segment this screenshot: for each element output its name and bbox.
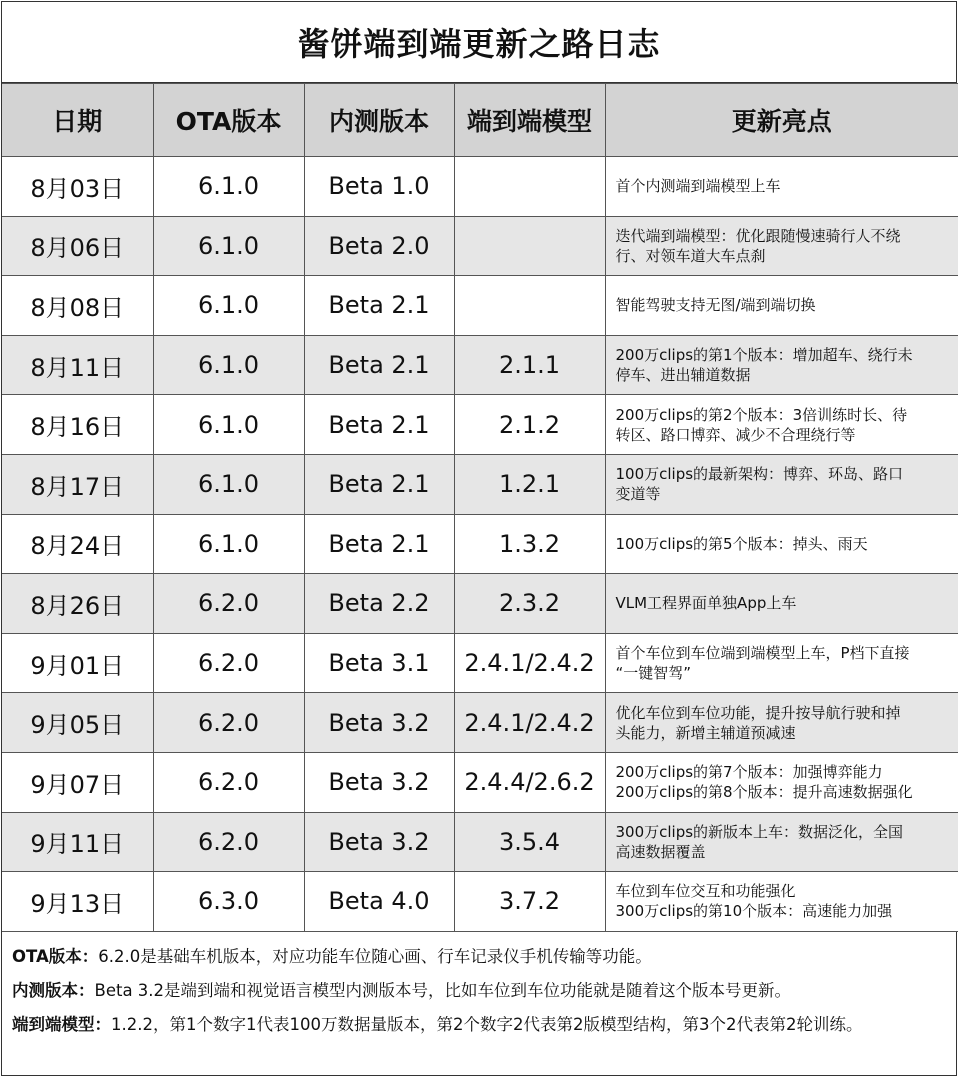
header-highlights: 更新亮点 xyxy=(605,84,958,157)
cell-ota: 6.1.0 xyxy=(153,335,304,395)
highlight-line: 200万clips的第2个版本：3倍训练时长、待 xyxy=(615,405,908,424)
cell-model: 2.4.4/2.6.2 xyxy=(454,752,605,812)
cell-beta: Beta 4.0 xyxy=(304,872,454,932)
cell-ota: 6.1.0 xyxy=(153,395,304,455)
cell-highlights xyxy=(605,752,958,812)
cell-beta: Beta 2.1 xyxy=(304,276,454,336)
highlight-line: 300万clips的第10个版本：高速能力加强 xyxy=(615,902,893,921)
update-log-document xyxy=(1,1,957,1076)
cell-highlights xyxy=(605,395,958,455)
highlight-line: 变道等 xyxy=(615,485,661,504)
highlight-line: 头能力，新增主辅道预减速 xyxy=(615,723,796,742)
note-item xyxy=(12,1008,946,1042)
cell-beta: Beta 3.2 xyxy=(304,752,454,812)
cell-date: 9月11日 xyxy=(2,812,153,872)
header-ota: OTA版本 xyxy=(153,84,304,157)
highlight-line: 停车、进出辅道数据 xyxy=(615,366,751,385)
cell-model xyxy=(454,216,605,276)
cell-model: 2.3.2 xyxy=(454,574,605,634)
note-label: OTA版本： xyxy=(12,946,99,966)
table-row xyxy=(2,395,958,455)
cell-ota: 6.2.0 xyxy=(153,752,304,812)
cell-model: 1.2.1 xyxy=(454,454,605,514)
cell-highlights xyxy=(605,574,958,634)
cell-highlights xyxy=(605,157,958,217)
cell-highlights xyxy=(605,872,958,932)
note-label: 内测版本： xyxy=(12,980,95,1000)
highlight-line: 行、对领车道大车点刹 xyxy=(615,246,766,265)
highlight-line: 首个内测端到端模型上车 xyxy=(615,177,781,196)
cell-beta: Beta 2.1 xyxy=(304,395,454,455)
table-row xyxy=(2,514,958,574)
page-title: 酱饼端到端更新之路日志 xyxy=(2,2,956,83)
cell-ota: 6.1.0 xyxy=(153,514,304,574)
cell-model: 3.7.2 xyxy=(454,872,605,932)
note-text: 6.2.0是基础车机版本，对应功能车位随心画、行车记录仪手机传输等功能。 xyxy=(98,946,652,966)
cell-model: 2.4.1/2.4.2 xyxy=(454,633,605,693)
cell-beta: Beta 1.0 xyxy=(304,157,454,217)
highlight-line: 车位到车位交互和功能强化 xyxy=(615,882,796,901)
cell-date: 9月01日 xyxy=(2,633,153,693)
highlight-line: 100万clips的最新架构：博弈、环岛、路口 xyxy=(615,465,904,484)
table-row xyxy=(2,454,958,514)
table-header-row xyxy=(2,84,958,157)
note-label: 端到端模型： xyxy=(12,1014,111,1034)
note-text: Beta 3.2是端到端和视觉语言模型内测版本号，比如车位到车位功能就是随着这个版本号更新。 xyxy=(94,980,792,1000)
cell-ota: 6.2.0 xyxy=(153,812,304,872)
note-item xyxy=(12,940,946,974)
cell-highlights xyxy=(605,812,958,872)
table-row xyxy=(2,872,958,932)
cell-ota: 6.2.0 xyxy=(153,693,304,753)
cell-date: 8月24日 xyxy=(2,514,153,574)
cell-beta: Beta 2.1 xyxy=(304,454,454,514)
header-model: 端到端模型 xyxy=(454,84,605,157)
header-beta: 内测版本 xyxy=(304,84,454,157)
cell-date: 8月17日 xyxy=(2,454,153,514)
table-row xyxy=(2,693,958,753)
cell-model: 1.3.2 xyxy=(454,514,605,574)
cell-highlights xyxy=(605,335,958,395)
cell-date: 9月13日 xyxy=(2,872,153,932)
update-log-table xyxy=(2,83,958,932)
highlight-line: 迭代端到端模型：优化跟随慢速骑行人不绕 xyxy=(615,226,901,245)
note-item xyxy=(12,974,946,1008)
table-row xyxy=(2,276,958,336)
highlight-line: 200万clips的第1个版本：增加超车、绕行未 xyxy=(615,346,913,365)
cell-ota: 6.1.0 xyxy=(153,276,304,336)
cell-ota: 6.1.0 xyxy=(153,157,304,217)
highlight-line: 首个车位到车位端到端模型上车，P档下直接 xyxy=(615,644,910,663)
cell-beta: Beta 3.2 xyxy=(304,693,454,753)
cell-date: 9月05日 xyxy=(2,693,153,753)
cell-model: 2.1.2 xyxy=(454,395,605,455)
cell-beta: Beta 3.1 xyxy=(304,633,454,693)
highlight-line: 200万clips的第8个版本：提升高速数据强化 xyxy=(615,783,913,802)
table-row xyxy=(2,812,958,872)
notes-section xyxy=(2,932,956,1042)
table-row xyxy=(2,335,958,395)
highlight-line: VLM工程界面单独App上车 xyxy=(615,594,797,613)
table-row xyxy=(2,574,958,634)
table-row xyxy=(2,752,958,812)
highlight-line: 100万clips的第5个版本：掉头、雨天 xyxy=(615,534,868,553)
highlight-line: “一键智驾” xyxy=(615,664,692,683)
cell-ota: 6.2.0 xyxy=(153,574,304,634)
cell-highlights xyxy=(605,514,958,574)
cell-ota: 6.3.0 xyxy=(153,872,304,932)
cell-ota: 6.1.0 xyxy=(153,454,304,514)
table-row xyxy=(2,157,958,217)
cell-highlights xyxy=(605,276,958,336)
table-row xyxy=(2,633,958,693)
cell-beta: Beta 3.2 xyxy=(304,812,454,872)
cell-highlights xyxy=(605,693,958,753)
highlight-line: 300万clips的新版本上车：数据泛化，全国 xyxy=(615,822,904,841)
highlight-line: 200万clips的第7个版本：加强博弈能力 xyxy=(615,763,883,782)
table-body xyxy=(2,157,958,932)
highlight-line: 转区、路口博弈、减少不合理绕行等 xyxy=(615,425,856,444)
cell-highlights xyxy=(605,216,958,276)
cell-highlights xyxy=(605,633,958,693)
cell-date: 8月03日 xyxy=(2,157,153,217)
cell-date: 8月16日 xyxy=(2,395,153,455)
cell-date: 8月08日 xyxy=(2,276,153,336)
cell-ota: 6.2.0 xyxy=(153,633,304,693)
highlight-line: 智能驾驶支持无图/端到端切换 xyxy=(615,296,816,315)
table-row xyxy=(2,216,958,276)
cell-beta: Beta 2.0 xyxy=(304,216,454,276)
cell-ota: 6.1.0 xyxy=(153,216,304,276)
cell-model: 2.1.1 xyxy=(454,335,605,395)
cell-date: 8月11日 xyxy=(2,335,153,395)
highlight-line: 高速数据覆盖 xyxy=(615,842,706,861)
header-date: 日期 xyxy=(2,84,153,157)
cell-beta: Beta 2.1 xyxy=(304,514,454,574)
cell-beta: Beta 2.2 xyxy=(304,574,454,634)
cell-date: 9月07日 xyxy=(2,752,153,812)
note-text: 1.2.2，第1个数字1代表100万数据量版本，第2个数字2代表第2版模型结构，第3个2代表第2轮训练。 xyxy=(111,1014,863,1034)
cell-date: 8月06日 xyxy=(2,216,153,276)
cell-highlights xyxy=(605,454,958,514)
cell-model xyxy=(454,276,605,336)
cell-beta: Beta 2.1 xyxy=(304,335,454,395)
cell-date: 8月26日 xyxy=(2,574,153,634)
cell-model xyxy=(454,157,605,217)
highlight-line: 优化车位到车位功能，提升按导航行驶和掉 xyxy=(615,703,901,722)
cell-model: 3.5.4 xyxy=(454,812,605,872)
cell-model: 2.4.1/2.4.2 xyxy=(454,693,605,753)
